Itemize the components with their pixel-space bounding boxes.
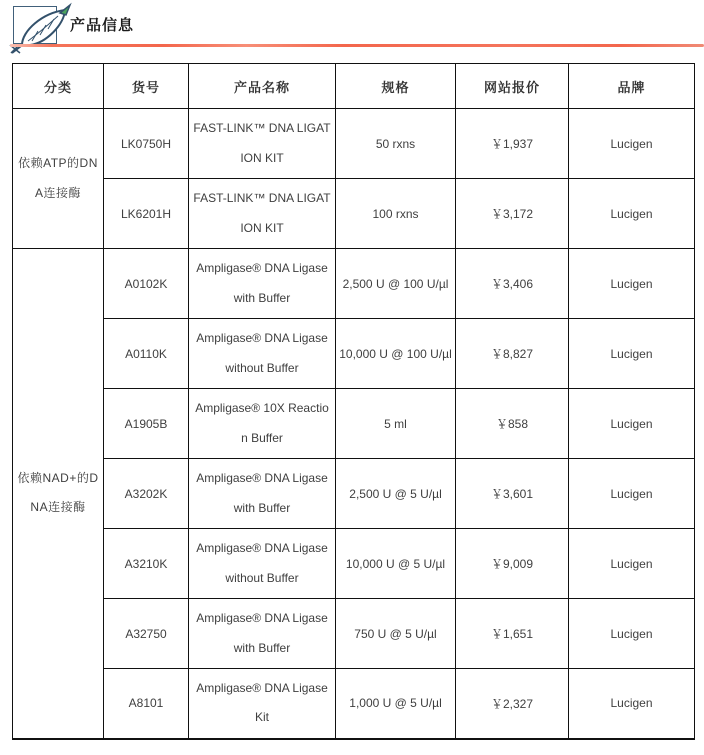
product-name-cell: Ampligase® DNA Ligase with Buffer [189,249,336,319]
price-cell: ￥3,172 [456,179,569,249]
product-name-cell: Ampligase® DNA Ligase without Buffer [189,529,336,599]
price-cell: ￥2,327 [456,669,569,739]
spec-cell: 2,500 U @ 5 U/µl [336,459,456,529]
section-header [0,0,704,63]
product-name-cell: Ampligase® DNA Ligase with Buffer [189,459,336,529]
sku-cell: A3210K [104,529,189,599]
brand-cell: Lucigen [569,109,695,179]
column-header: 品牌 [569,64,695,109]
product-name-cell: FAST-LINK™ DNA LIGATION KIT [189,179,336,249]
sku-cell: LK0750H [104,109,189,179]
column-header: 网站报价 [456,64,569,109]
product-name-cell: Ampligase® DNA Ligase without Buffer [189,319,336,389]
brand-cell: Lucigen [569,529,695,599]
accent-divider-line [10,44,704,47]
sku-cell: LK6201H [104,179,189,249]
table-row [13,459,695,529]
column-header: 规格 [336,64,456,109]
spec-cell: 2,500 U @ 100 U/µl [336,249,456,319]
sku-cell: A0110K [104,319,189,389]
category-cell: 依赖ATP的DNA连接酶 [13,109,104,249]
table-row [13,179,695,249]
table-row [13,319,695,389]
page-title: 产品信息 [70,17,135,34]
table-row [13,249,695,319]
sku-cell: A3202K [104,459,189,529]
spec-cell: 50 rxns [336,109,456,179]
product-name-cell: Ampligase® 10X Reaction Buffer [189,389,336,459]
price-cell: ￥1,937 [456,109,569,179]
product-name-cell: Ampligase® DNA Ligase Kit [189,669,336,739]
product-table [12,63,695,740]
brand-cell: Lucigen [569,389,695,459]
product-name-cell: FAST-LINK™ DNA LIGATION KIT [189,109,336,179]
column-header: 分类 [13,64,104,109]
spec-cell: 5 ml [336,389,456,459]
column-header: 货号 [104,64,189,109]
price-cell: ￥858 [456,389,569,459]
table-row [13,389,695,459]
spec-cell: 10,000 U @ 5 U/µl [336,529,456,599]
product-name-cell: Ampligase® DNA Ligase with Buffer [189,599,336,669]
price-cell: ￥9,009 [456,529,569,599]
price-cell: ￥1,651 [456,599,569,669]
table-row [13,529,695,599]
brand-cell: Lucigen [569,669,695,739]
table-row [13,669,695,739]
price-cell: ￥3,406 [456,249,569,319]
price-cell: ￥3,601 [456,459,569,529]
brand-cell: Lucigen [569,319,695,389]
sku-cell: A8101 [104,669,189,739]
table-row [13,109,695,179]
brand-cell: Lucigen [569,179,695,249]
brand-cell: Lucigen [569,599,695,669]
spec-cell: 10,000 U @ 100 U/µl [336,319,456,389]
category-cell: 依赖NAD+的DNA连接酶 [13,249,104,739]
sku-cell: A32750 [104,599,189,669]
price-cell: ￥8,827 [456,319,569,389]
sku-cell: A0102K [104,249,189,319]
column-header: 产品名称 [189,64,336,109]
spec-cell: 100 rxns [336,179,456,249]
product-table-body [13,109,695,739]
brand-cell: Lucigen [569,459,695,529]
brand-cell: Lucigen [569,249,695,319]
table-row [13,599,695,669]
spec-cell: 750 U @ 5 U/µl [336,599,456,669]
table-header-row [13,64,695,109]
sku-cell: A1905B [104,389,189,459]
spec-cell: 1,000 U @ 5 U/µl [336,669,456,739]
quill-pen-icon [8,1,74,57]
